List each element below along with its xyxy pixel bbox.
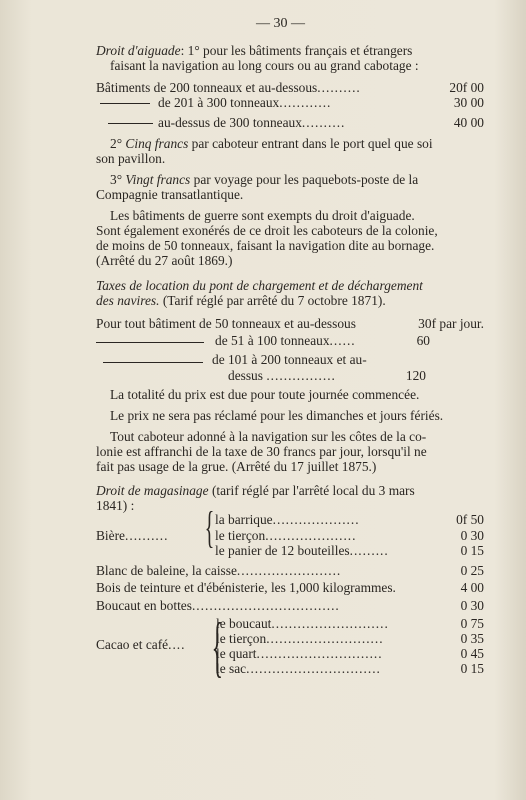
aiguade-row-1 xyxy=(96,80,361,96)
ditto-rule xyxy=(108,123,153,124)
row-label: Bâtiments de 200 tonneaux et au-dessous xyxy=(96,80,318,95)
row-label: Blanc de baleine, la caisse xyxy=(96,563,237,578)
war-line-4: (Arrêté du 27 août 1869.) xyxy=(96,253,233,268)
item-label: le tierçon xyxy=(216,631,267,646)
leader-dots: ................ xyxy=(266,368,336,383)
ditto-rule xyxy=(103,362,203,363)
pont-row-1: Pour tout bâtiment de 50 tonneaux et au-dessous xyxy=(96,316,356,331)
item-label: le quart xyxy=(216,646,257,661)
aiguade-intro-line2: faisant la navigation au long cours ou au grand cabotage : xyxy=(110,58,419,73)
aiguade-row-3 xyxy=(158,115,345,131)
aiguade-row-3-value: 40 00 xyxy=(453,115,484,130)
page-number: — 30 — xyxy=(256,16,305,31)
war-line-1: Les bâtiments de guerre sont exempts du droit d'aiguade. xyxy=(110,208,415,223)
mag-row-3-value: 0 30 xyxy=(460,598,484,613)
mag-row-2-value: 4 00 xyxy=(460,580,484,595)
item-label: le panier de 12 bouteilles xyxy=(215,543,350,558)
magasinage-title-line xyxy=(96,483,415,499)
pont-row-3: de 101 à 200 tonneaux et au- xyxy=(212,352,367,367)
cacao-item-1-value: 0 75 xyxy=(460,616,484,631)
ditto-rule xyxy=(100,103,150,104)
aiguade-heading-line xyxy=(96,43,412,59)
aiguade-title: Droit d'aiguade xyxy=(96,43,181,58)
pont-row-4 xyxy=(228,368,336,384)
aiguade-p2-line2: son pavillon. xyxy=(96,151,166,166)
leader-dots: .......... xyxy=(125,528,169,543)
pont-p2: Le prix ne sera pas réclamé pour les dimanches et jours fériés. xyxy=(110,408,444,423)
leader-dots: .......... xyxy=(317,80,361,95)
row-label: Bois de teinture et d'ébénisterie, les 1,000 kilogrammes. xyxy=(96,580,396,595)
leader-dots: ............................. xyxy=(256,646,383,661)
leader-dots: .... xyxy=(168,637,186,652)
magasinage-title-line2: 1841) : xyxy=(96,498,135,513)
biere-item-2-value: 0 30 xyxy=(460,528,484,543)
pont-title-1: Taxes de location du pont de chargement et de déchargement xyxy=(96,278,423,293)
leader-dots: .................................. xyxy=(191,598,340,613)
group-label: Cacao et café xyxy=(96,637,169,652)
aiguade-p2 xyxy=(110,136,433,152)
p3-number: 3° xyxy=(110,172,123,187)
war-line-3: de moins de 50 tonneaux, faisant la navigation dite au bornage. xyxy=(96,238,435,253)
item-label: la barrique xyxy=(215,512,273,527)
row-label: Boucaut en bottes xyxy=(96,598,192,613)
biere-item-3-value: 0 15 xyxy=(460,543,484,558)
leader-dots: ............................... xyxy=(246,661,381,676)
aiguade-row-2 xyxy=(158,95,331,111)
leader-dots: ..................... xyxy=(265,528,357,543)
pont-row-2 xyxy=(215,333,356,349)
row-label: dessus xyxy=(228,368,263,383)
brace: { xyxy=(211,608,224,684)
mag-row-2 xyxy=(96,580,396,596)
leader-dots: ......... xyxy=(349,543,389,558)
p2-text: par caboteur entrant dans le port quel que soi xyxy=(191,136,433,151)
leader-dots: ........................ xyxy=(236,563,342,578)
pont-p3-line3: fait pas usage de la grue. (Arrêté du 17 juillet 1875.) xyxy=(96,459,377,474)
cacao-item-1 xyxy=(216,616,389,632)
p2-italic: Cinq francs xyxy=(125,136,189,151)
leader-dots: .......... xyxy=(301,115,346,130)
pont-row-4-value: 120 xyxy=(405,368,426,383)
cacao-item-3-value: 0 45 xyxy=(460,646,484,661)
leader-dots: ............ xyxy=(279,95,332,110)
leader-dots: .................... xyxy=(272,512,360,527)
mag-row-1 xyxy=(96,563,341,579)
cacao-item-4-value: 0 15 xyxy=(460,661,484,676)
magasinage-title-rest: (tarif réglé par l'arrêté local du 3 mars xyxy=(211,483,415,498)
group-label: Bière xyxy=(96,528,125,543)
ditto-rule xyxy=(96,342,204,343)
cacao-item-2-value: 0 35 xyxy=(460,631,484,646)
pont-p3-line2: lonie est affranchi de la taxe de 30 francs par jour, lorsqu'il ne xyxy=(96,444,427,459)
pont-title-italic: des navires. xyxy=(96,293,160,308)
pont-title-2 xyxy=(96,293,386,309)
pont-row-2-value: 60 xyxy=(416,333,430,348)
leader-dots: ........................... xyxy=(266,631,384,646)
row-label: de 201 à 300 tonneaux xyxy=(158,95,280,110)
row-label: au-dessus de 300 tonneaux xyxy=(158,115,302,130)
war-line-2: Sont également exonérés de ce droit les caboteurs de la colonie, xyxy=(96,223,438,238)
cacao-item-4 xyxy=(216,661,381,677)
pont-row-1-value: 30f par jour. xyxy=(418,316,484,331)
cacao-item-3 xyxy=(216,646,383,662)
cacao-item-2 xyxy=(216,631,384,647)
magasinage-title: Droit de magasinage xyxy=(96,483,209,498)
biere-item-3 xyxy=(215,543,389,559)
aiguade-row-2-value: 30 00 xyxy=(453,95,484,110)
aiguade-intro: : 1° pour les bâtiments français et étrangers xyxy=(180,43,413,58)
biere-item-1 xyxy=(215,512,360,528)
p3-italic: Vingt francs xyxy=(125,172,191,187)
pont-p1: La totalité du prix est due pour toute journée commencée. xyxy=(110,387,420,402)
brace: { xyxy=(204,503,215,552)
leader-dots: ........................... xyxy=(271,616,389,631)
pont-p3-line1: Tout caboteur adonné à la navigation sur les côtes de la co- xyxy=(110,429,427,444)
row-label: de 51 à 100 tonneaux xyxy=(215,333,330,348)
cacao-label xyxy=(96,637,186,653)
aiguade-p3-line2: Compagnie transatlantique. xyxy=(96,187,244,202)
biere-label xyxy=(96,528,168,544)
aiguade-p3 xyxy=(110,172,418,188)
p3-text: par voyage pour les paquebots-poste de la xyxy=(193,172,419,187)
biere-item-2 xyxy=(215,528,357,544)
item-label: le sac xyxy=(216,661,247,676)
aiguade-row-1-value: 20f 00 xyxy=(449,80,484,95)
item-label: le boucaut xyxy=(216,616,272,631)
p2-number: 2° xyxy=(110,136,123,151)
mag-row-1-value: 0 25 xyxy=(460,563,484,578)
biere-item-1-value: 0f 50 xyxy=(456,512,484,527)
item-label: le tierçon xyxy=(215,528,266,543)
leader-dots: ...... xyxy=(329,333,356,348)
pont-title-rest: (Tarif réglé par arrêté du 7 octobre 1871). xyxy=(162,293,386,308)
